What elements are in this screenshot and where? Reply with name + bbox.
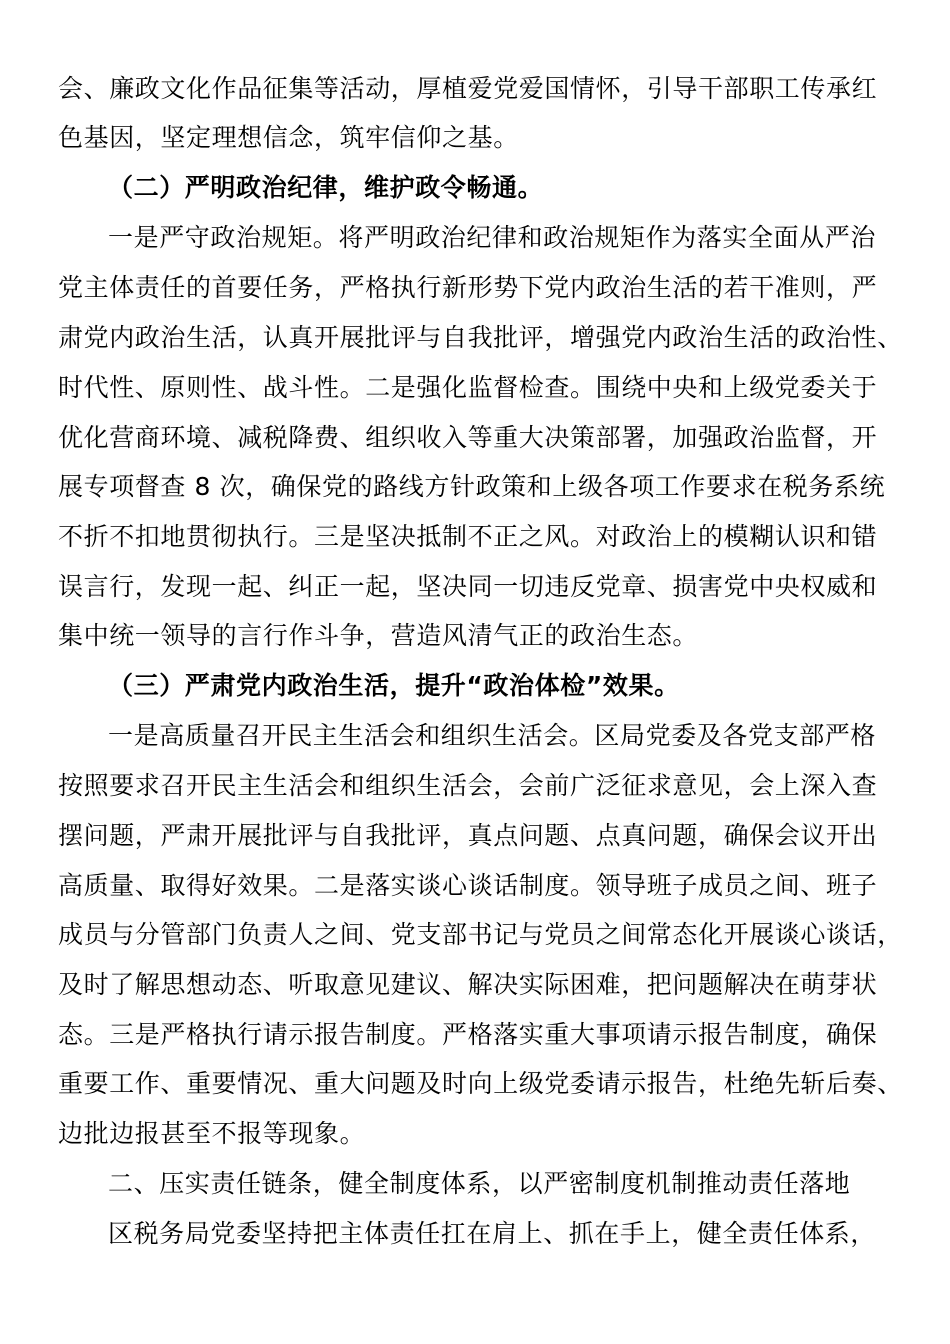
body-text-line: 成员与分管部门负责人之间、党支部书记与党员之间常态化开展谈心谈话， — [58, 920, 903, 949]
body-text-line: 党主体责任的首要任务，严格执行新形势下党内政治生活的若干准则，严 — [58, 273, 878, 302]
body-text-line: 时代性、原则性、战斗性。二是强化监督检查。围绕中央和上级党委关于 — [58, 373, 878, 402]
section-heading-2: （二）严明政治纪律，维护政令畅通。 — [108, 173, 544, 202]
body-text-line: 会、廉政文化作品征集等活动，厚植爱党爱国情怀，引导干部职工传承红 — [58, 74, 878, 103]
body-text-line: 肃党内政治生活，认真开展批评与自我批评，增强党内政治生活的政治性、 — [58, 323, 903, 352]
body-text-line: 集中统一领导的言行作斗争，营造风清气正的政治生态。 — [58, 621, 699, 650]
body-text-line: 高质量、取得好效果。二是落实谈心谈话制度。领导班子成员之间、班子 — [58, 871, 878, 900]
section-heading-3: （三）严肃党内政治生活，提升“政治体检”效果。 — [108, 671, 680, 700]
body-text-line: 及时了解思想动态、听取意见建议、解决实际困难，把问题解决在萌芽状 — [58, 970, 878, 999]
body-text-line: 不折不扣地贯彻执行。三是坚决抵制不正之风。对政治上的模糊认识和错 — [58, 522, 878, 551]
body-text-line: 态。三是严格执行请示报告制度。严格落实重大事项请示报告制度，确保 — [58, 1020, 878, 1049]
body-text-line: 色基因，坚定理想信念，筑牢信仰之基。 — [58, 123, 519, 152]
paragraph-start-line: 一是高质量召开民主生活会和组织生活会。区局党委及各党支部严格 — [108, 721, 877, 750]
body-text-line: 边批边报甚至不报等现象。 — [58, 1119, 366, 1148]
chapter-heading-2: 二、压实责任链条，健全制度体系，以严密制度机制推动责任落地 — [108, 1169, 851, 1198]
body-text-line: 按照要求召开民主生活会和组织生活会，会前广泛征求意见，会上深入查 — [58, 771, 878, 800]
body-text-line: 摆问题，严肃开展批评与自我批评，真点问题、点真问题，确保会议开出 — [58, 821, 878, 850]
paragraph-start-line: 一是严守政治规矩。将严明政治纪律和政治规矩作为落实全面从严治 — [108, 223, 877, 252]
body-text-line: 重要工作、重要情况、重大问题及时向上级党委请示报告，杜绝先斩后奏、 — [58, 1069, 903, 1098]
body-text-line: 误言行，发现一起、纠正一起，坚决同一切违反党章、损害党中央权威和 — [58, 572, 878, 601]
body-text-line: 展专项督查 8 次，确保党的路线方针政策和上级各项工作要求在税务系统 — [58, 472, 886, 501]
body-text-line: 优化营商环境、减税降费、组织收入等重大决策部署，加强政治监督，开 — [58, 423, 878, 452]
paragraph-start-line: 区税务局党委坚持把主体责任扛在肩上、抓在手上，健全责任体系， — [108, 1219, 877, 1248]
